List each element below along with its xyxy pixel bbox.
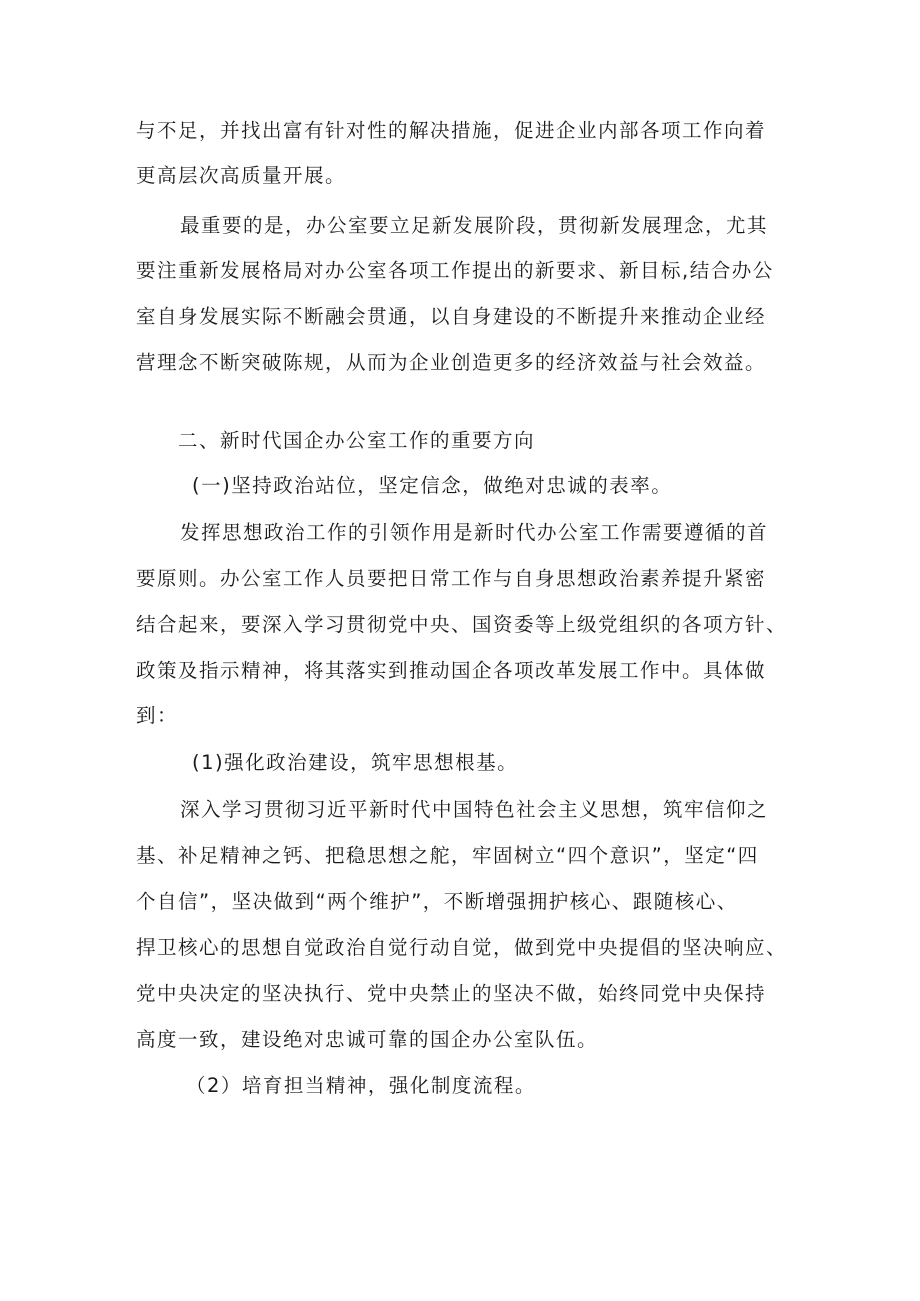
paragraph-line: 要注重新发展格局对办公室各项工作提出的新要求、新目标,结合办公 [136,259,774,282]
paragraph-line: 室自身发展实际不断融会贯通，以自身建设的不断提升来推动企业经 [136,305,767,328]
paragraph-line: 党中央决定的坚决执行、党中央禁止的坚决不做，始终同党中央保持 [136,982,767,1005]
paragraph-line: 结合起来，要深入学习贯彻党中央、国资委等上级党组织的各项方针、 [136,613,788,636]
paragraph-line: 到： [136,704,179,727]
subsection-heading: (一)坚持政治站位，坚定信念，做绝对忠诚的表率。 [192,474,673,497]
paragraph-line: 深入学习贯彻习近平新时代中国特色社会主义思想，筑牢信仰之 [180,798,769,821]
paragraph-line: 营理念不断突破陈规，从而为企业创造更多的经济效益与社会效益。 [136,351,767,374]
list-item-heading: (1)强化政治建设，筑牢思想根基。 [192,751,519,774]
paragraph-line: 基、补足精神之钙、把稳思想之舵，牢固树立“四个意识”，坚定“四 [136,844,759,867]
paragraph-line: 最重要的是，办公室要立足新发展阶段，贯彻新发展理念，尤其 [180,214,769,237]
paragraph-line: 高度一致，建设绝对忠诚可靠的国企办公室队伍。 [136,1028,599,1051]
paragraph-line: 捍卫核心的思想自觉政治自觉行动自觉，做到党中央提倡的坚决响应、 [136,936,788,959]
paragraph-line: 更高层次高质量开展。 [136,164,347,187]
paragraph-line: 个自信”，坚决做到“两个维护”，不断增强拥护核心、跟随核心、 [136,890,738,913]
paragraph-line: 要原则。办公室工作人员要把日常工作与自身思想政治素养提升紧密 [136,567,767,590]
paragraph-line: 发挥思想政治工作的引领作用是新时代办公室工作需要遵循的首 [180,521,769,544]
paragraph-line: 政策及指示精神，将其落实到推动国企各项改革发展工作中。具体做 [136,659,767,682]
section-heading: 二、新时代国企办公室工作的重要方向 [178,429,536,452]
list-item-heading: （2）培育担当精神，强化制度流程。 [186,1074,536,1097]
paragraph-line: 与不足，并找出富有针对性的解决措施，促进企业内部各项工作向着 [136,119,767,142]
